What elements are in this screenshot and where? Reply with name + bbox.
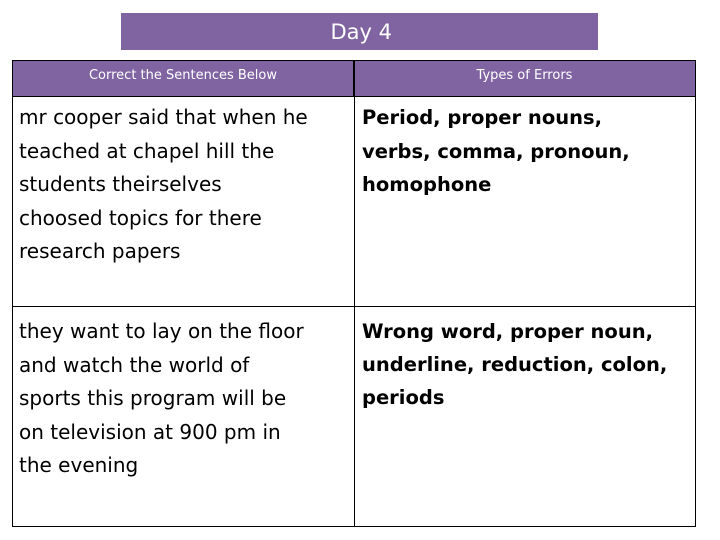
errors-line: verbs, comma, pronoun, bbox=[362, 139, 630, 163]
sentence-line: choosed topics for there bbox=[19, 205, 262, 230]
title-text: Day 4 bbox=[330, 19, 392, 44]
errors-table bbox=[12, 60, 696, 527]
errors-line: periods bbox=[362, 386, 445, 409]
sentence-cell-1 bbox=[13, 101, 354, 269]
sentence-line: and watch the world of bbox=[19, 352, 250, 377]
row-divider bbox=[13, 306, 695, 307]
errors-cell-2 bbox=[355, 315, 695, 414]
slide-title bbox=[121, 13, 598, 50]
sentence-line: students theirselves bbox=[19, 172, 222, 196]
sentence-line: research papers bbox=[19, 239, 181, 263]
errors-line: Period, proper nouns, bbox=[362, 106, 602, 129]
sentence-line: the evening bbox=[19, 453, 139, 477]
sentence-line: sports this program will be bbox=[19, 386, 287, 410]
header-sentences: Correct the Sentences Below bbox=[13, 61, 354, 96]
errors-line: Wrong word, proper noun, bbox=[362, 320, 654, 343]
errors-cell-1 bbox=[355, 101, 695, 202]
sentence-line: teached at chapel hill the bbox=[19, 138, 275, 163]
header-error-types: Types of Errors bbox=[354, 61, 695, 96]
sentence-line: they want to lay on the floor bbox=[19, 319, 304, 343]
sentence-cell-2 bbox=[13, 315, 354, 483]
errors-line: underline, reduction, colon, bbox=[362, 353, 668, 376]
sentence-line: on television at 900 pm in bbox=[19, 419, 281, 444]
errors-line: homophone bbox=[362, 173, 492, 196]
sentence-line: mr cooper said that when he bbox=[19, 105, 308, 129]
